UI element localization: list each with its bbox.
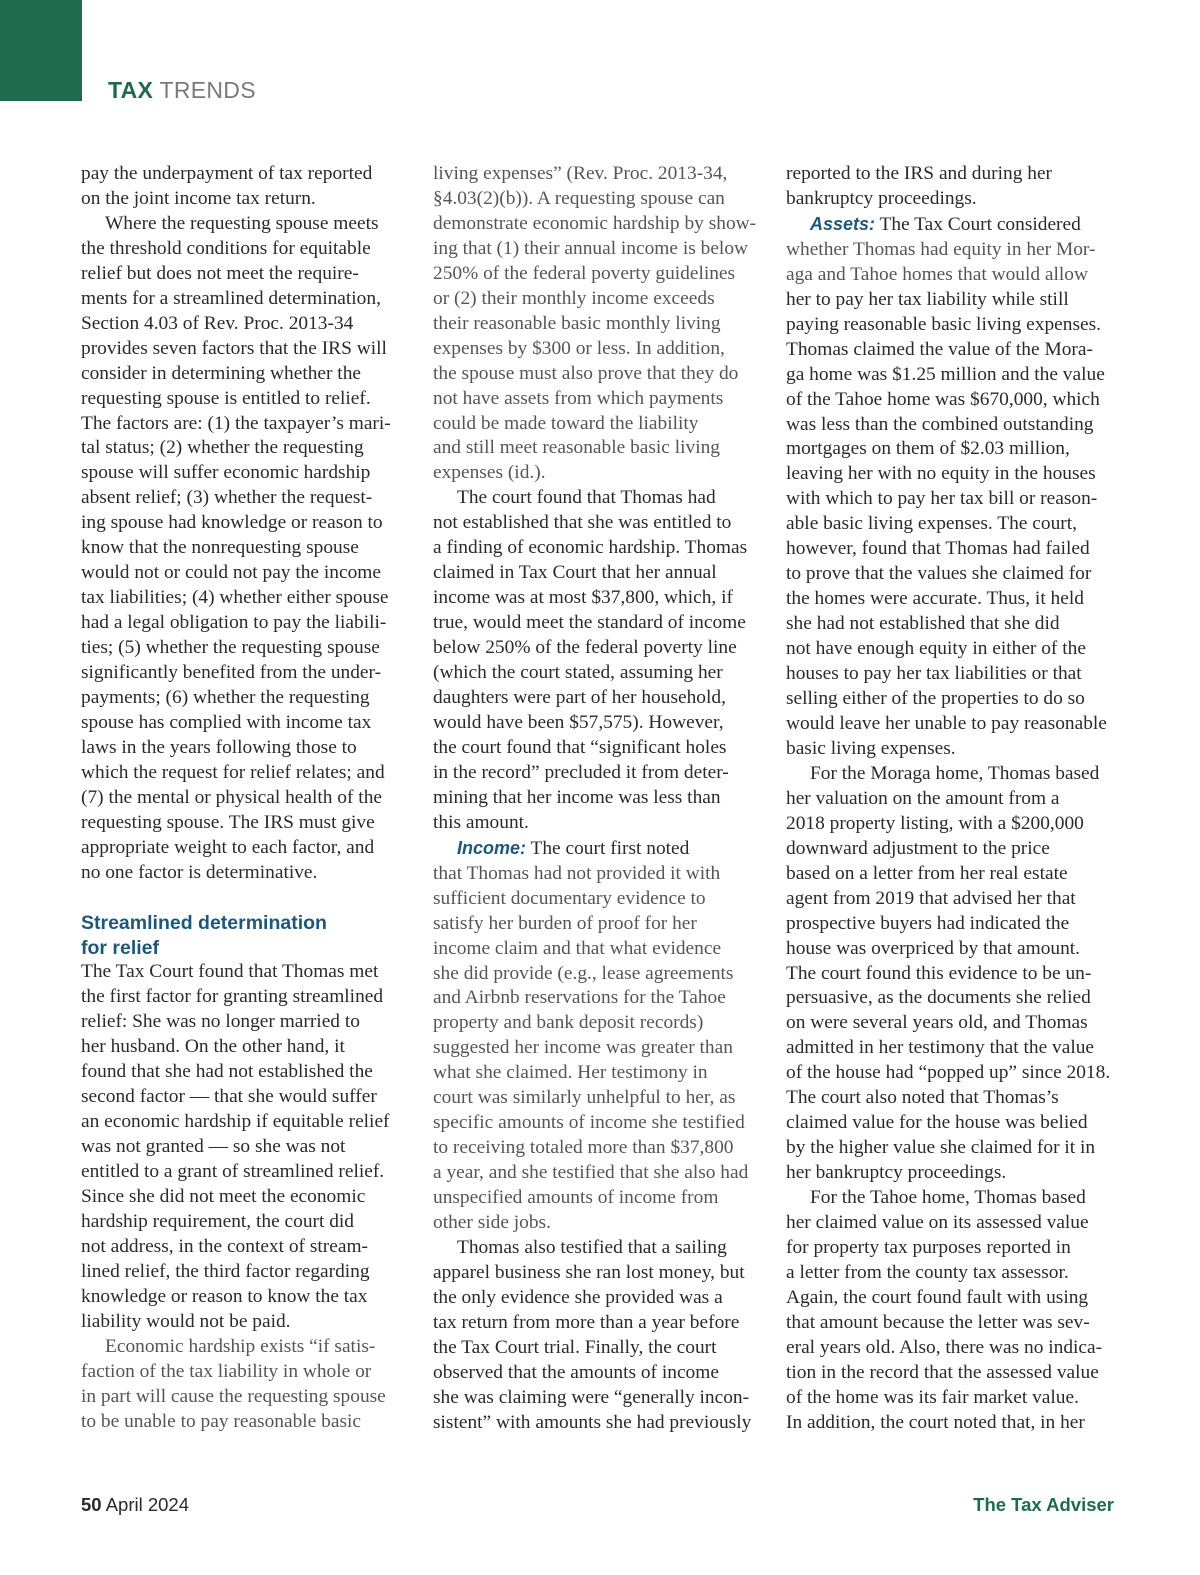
text-line: consider in determining whether the <box>81 362 361 384</box>
text-line: which the request for relief relates; and <box>81 761 385 783</box>
text-line: the spouse must also prove that they do <box>433 362 739 384</box>
text-line: her bankruptcy proceedings. <box>786 1162 1007 1184</box>
text-line: basic living expenses. <box>786 737 956 759</box>
text-line: 2018 property listing, with a $200,000 <box>786 812 1084 834</box>
text-line: expenses by $300 or less. In addition, <box>433 337 725 359</box>
text-line: The court also noted that Thomas’s <box>786 1087 1059 1109</box>
text-line: relief but does not meet the require- <box>81 262 359 284</box>
section-label <box>108 77 256 104</box>
text-line: ga home was $1.25 million and the value <box>786 363 1105 385</box>
text-line: true, would meet the standard of income <box>433 612 746 634</box>
text-line: satisfy her burden of proof for her <box>433 912 697 934</box>
text-line: paying reasonable basic living expenses. <box>786 313 1102 335</box>
text-line: apparel business she ran lost money, but <box>433 1261 745 1283</box>
text-line: her to pay her tax liability while still <box>786 288 1069 310</box>
text-line: not address, in the context of stream- <box>81 1235 369 1257</box>
text-column-2 <box>433 162 763 1436</box>
text-line: pay the underpayment of tax reported <box>81 163 373 184</box>
text-line: aga and Tahoe homes that would allow <box>786 263 1088 285</box>
text-line: income claim and that what evidence <box>433 937 722 959</box>
subheading: Streamlined determination <box>81 911 327 934</box>
text-span: The Tax Court considered <box>875 213 1081 235</box>
text-line: was less than the combined outstanding <box>786 413 1094 435</box>
text-line: (7) the mental or physical health of the <box>81 786 382 808</box>
run-in-heading: Assets: <box>810 213 876 234</box>
text-line: Since she did not meet the economic <box>81 1186 366 1208</box>
text-line: persuasive, as the documents she relied <box>786 987 1091 1009</box>
text-line: could be made toward the liability <box>433 412 699 434</box>
text-line: In addition, the court noted that, in her <box>786 1411 1085 1433</box>
text-line: ments for a streamlined determination, <box>81 287 381 309</box>
text-line: tax return from more than a year before <box>433 1311 740 1333</box>
text-line: income was at most $37,800, which, if <box>433 587 733 609</box>
issue-date: April 2024 <box>105 1494 190 1515</box>
text-line: requesting spouse. The IRS must give <box>81 811 375 833</box>
text-line: her husband. On the other hand, it <box>81 1036 345 1058</box>
text-line: other side jobs. <box>433 1212 551 1234</box>
text-line: The court found this evidence to be un- <box>786 962 1092 984</box>
text-line: selling either of the properties to do so <box>786 688 1085 710</box>
text-line: tion in the record that the assessed value <box>786 1361 1099 1383</box>
text-line: bankruptcy proceedings. <box>786 187 977 209</box>
text-line: provides seven factors that the IRS will <box>81 337 387 359</box>
text-line: below 250% of the federal poverty line <box>433 637 737 659</box>
text-line: laws in the years following those to <box>81 736 357 758</box>
text-line: sufficient documentary evidence to <box>433 887 706 909</box>
text-line: observed that the amounts of income <box>433 1361 719 1383</box>
text-line: houses to pay her tax liabilities or that <box>786 663 1082 685</box>
text-line: leaving her with no equity in the houses <box>786 463 1096 485</box>
text-line <box>786 212 1116 238</box>
text-line: in the record” precluded it from deter- <box>433 761 729 783</box>
text-line: on the joint income tax return. <box>81 187 316 209</box>
text-line: ing that (1) their annual income is below <box>433 237 749 259</box>
text-line: ing spouse had knowledge or reason to <box>81 512 383 534</box>
text-line: would not or could not pay the income <box>81 562 381 584</box>
text-line: specific amounts of income she testified <box>433 1112 745 1134</box>
text-line: to receiving totaled more than $37,800 <box>433 1137 734 1159</box>
text-line: claimed value for the house was belied <box>786 1112 1088 1134</box>
paragraph-gap <box>81 886 411 911</box>
text-line: §4.03(2)(b)). A requesting spouse can <box>433 187 725 209</box>
text-line: For the Tahoe home, Thomas based <box>810 1187 1086 1209</box>
text-line: by the higher value she claimed for it in <box>786 1137 1096 1159</box>
text-line: with which to pay her tax bill or reason- <box>786 488 1098 510</box>
subheading: for relief <box>81 936 160 959</box>
text-line: she was claiming were “generally incon- <box>433 1386 750 1408</box>
text-line: Section 4.03 of Rev. Proc. 2013-34 <box>81 312 354 334</box>
text-line: daughters were part of her household, <box>433 687 726 709</box>
text-line: property and bank deposit records) <box>433 1012 704 1034</box>
text-line: entitled to a grant of streamlined relief. <box>81 1161 385 1183</box>
text-line: relief: She was no longer married to <box>81 1011 360 1033</box>
text-line: requesting spouse is entitled to relief. <box>81 387 371 409</box>
text-line: Where the requesting spouse meets <box>105 212 379 234</box>
text-line: the court found that “significant holes <box>433 736 727 758</box>
section-color-tab <box>0 0 82 101</box>
text-line: The Tax Court found that Thomas met <box>81 961 379 983</box>
text-line: appropriate weight to each factor, and <box>81 836 375 858</box>
text-line: not established that she was entitled to <box>433 512 732 534</box>
text-line: faction of the tax liability in whole or <box>81 1360 372 1382</box>
text-line: hardship requirement, the court did <box>81 1211 355 1233</box>
text-line: tax liabilities; (4) whether either spouse <box>81 587 389 609</box>
text-column-1 <box>81 162 411 1435</box>
text-line: the Tax Court trial. Finally, the court <box>433 1336 717 1358</box>
text-line: for property tax purposes reported in <box>786 1236 1071 1258</box>
text-line: that Thomas had not provided it with <box>433 862 721 884</box>
text-line: admitted in her testimony that the value <box>786 1037 1095 1059</box>
text-line: of the house had “popped up” since 2018. <box>786 1062 1111 1084</box>
text-line: agent from 2019 that advised her that <box>786 887 1076 909</box>
text-line: would leave her unable to pay reasonable <box>786 712 1107 734</box>
page-number: 50 <box>81 1494 102 1515</box>
text-line: absent relief; (3) whether the request- <box>81 487 373 509</box>
text-line: sistent” with amounts she had previously <box>433 1411 752 1433</box>
text-line: demonstrate economic hardship by show- <box>433 212 757 234</box>
text-line: however, found that Thomas had failed <box>786 538 1090 560</box>
text-line: their reasonable basic monthly living <box>433 312 721 334</box>
text-line: a year, and she testified that she also had <box>433 1162 749 1184</box>
text-line: Economic hardship exists “if satis- <box>105 1335 376 1357</box>
text-line: would have been $57,575). However, <box>433 711 724 733</box>
text-line: to prove that the values she claimed for <box>786 563 1092 585</box>
page-footer-left <box>81 1494 189 1516</box>
text-line: spouse will suffer economic hardship <box>81 462 371 484</box>
text-line: the threshold conditions for equitable <box>81 237 371 259</box>
section-label-light: TRENDS <box>159 77 256 103</box>
text-line: found that she had not established the <box>81 1061 373 1083</box>
text-line: an economic hardship if equitable relief <box>81 1111 390 1133</box>
text-line: in part will cause the requesting spouse <box>81 1385 386 1407</box>
text-line: she did provide (e.g., lease agreements <box>433 962 734 984</box>
text-line: ties; (5) whether the requesting spouse <box>81 637 380 659</box>
text-line: The court found that Thomas had <box>457 487 716 509</box>
text-column-3 <box>786 162 1116 1436</box>
text-line: knowledge or reason to know the tax <box>81 1285 368 1307</box>
text-line: no one factor is determinative. <box>81 861 318 883</box>
text-line: For the Moraga home, Thomas based <box>810 762 1100 784</box>
run-in-heading: Income: <box>457 837 527 858</box>
text-line: was not granted — so she was not <box>81 1136 346 1158</box>
text-line: court was similarly unhelpful to her, as <box>433 1087 736 1109</box>
text-line: 250% of the federal poverty guidelines <box>433 262 736 284</box>
text-line: payments; (6) whether the requesting <box>81 687 370 709</box>
text-line: living expenses” (Rev. Proc. 2013-34, <box>433 163 728 184</box>
text-line: Thomas also testified that a sailing <box>457 1236 727 1258</box>
text-line: of the home was its fair market value. <box>786 1386 1079 1408</box>
text-line: know that the nonrequesting spouse <box>81 537 359 559</box>
text-line: Thomas claimed the value of the Mora- <box>786 338 1093 360</box>
text-line: what she claimed. Her testimony in <box>433 1062 708 1084</box>
text-line: the only evidence she provided was a <box>433 1286 723 1308</box>
text-line: liability would not be paid. <box>81 1310 291 1332</box>
text-line: this amount. <box>433 811 529 833</box>
text-line: the homes were accurate. Thus, it held <box>786 588 1084 610</box>
text-line: or (2) their monthly income exceeds <box>433 287 715 309</box>
text-line: the first factor for granting streamlined <box>81 986 384 1008</box>
text-line: unspecified amounts of income from <box>433 1187 719 1209</box>
text-line: significantly benefited from the under- <box>81 662 382 684</box>
text-line: spouse has complied with income tax <box>81 711 372 733</box>
publication-name: The Tax Adviser <box>973 1494 1114 1515</box>
text-line: eral years old. Also, there was no indica- <box>786 1336 1103 1358</box>
text-line: expenses (id.). <box>433 462 546 484</box>
text-line <box>433 836 763 862</box>
section-label-bold: TAX <box>108 77 154 103</box>
text-line: not have enough equity in either of the <box>786 638 1086 660</box>
text-line: mining that her income was less than <box>433 786 721 808</box>
text-line: and Airbnb reservations for the Tahoe <box>433 987 726 1009</box>
text-line: lined relief, the third factor regarding <box>81 1260 370 1282</box>
text-line: of the Tahoe home was $670,000, which <box>786 388 1100 410</box>
text-line: prospective buyers had indicated the <box>786 912 1070 934</box>
text-line: based on a letter from her real estate <box>786 862 1068 884</box>
text-line: a finding of economic hardship. Thomas <box>433 537 748 559</box>
text-line: a letter from the county tax assessor. <box>786 1261 1069 1283</box>
text-span: The court first noted <box>526 837 690 859</box>
text-line: she had not established that she did <box>786 613 1060 635</box>
text-line: The factors are: (1) the taxpayer’s mari- <box>81 412 391 434</box>
text-line: downward adjustment to the price <box>786 837 1050 859</box>
text-line: suggested her income was greater than <box>433 1037 733 1059</box>
text-line: mortgages on them of $2.03 million, <box>786 438 1070 460</box>
text-line: reported to the IRS and during her <box>786 163 1053 184</box>
text-line: her claimed value on its assessed value <box>786 1212 1089 1234</box>
text-line: on were several years old, and Thomas <box>786 1012 1088 1034</box>
text-line: that amount because the letter was sev- <box>786 1311 1090 1333</box>
text-line: and still meet reasonable basic living <box>433 437 721 459</box>
text-line: tal status; (2) whether the requesting <box>81 437 364 459</box>
text-line: whether Thomas had equity in her Mor- <box>786 238 1096 260</box>
text-line: her valuation on the amount from a <box>786 787 1060 809</box>
text-line: to be unable to pay reasonable basic <box>81 1410 361 1432</box>
text-line: (which the court stated, assuming her <box>433 662 723 684</box>
text-line: second factor — that she would suffer <box>81 1086 377 1108</box>
text-line: Again, the court found fault with using <box>786 1286 1089 1308</box>
text-line: not have assets from which payments <box>433 387 724 409</box>
text-line: claimed in Tax Court that her annual <box>433 562 717 584</box>
text-line: had a legal obligation to pay the liabili- <box>81 612 387 634</box>
text-line: able basic living expenses. The court, <box>786 513 1077 535</box>
text-line: house was overpriced by that amount. <box>786 937 1081 959</box>
